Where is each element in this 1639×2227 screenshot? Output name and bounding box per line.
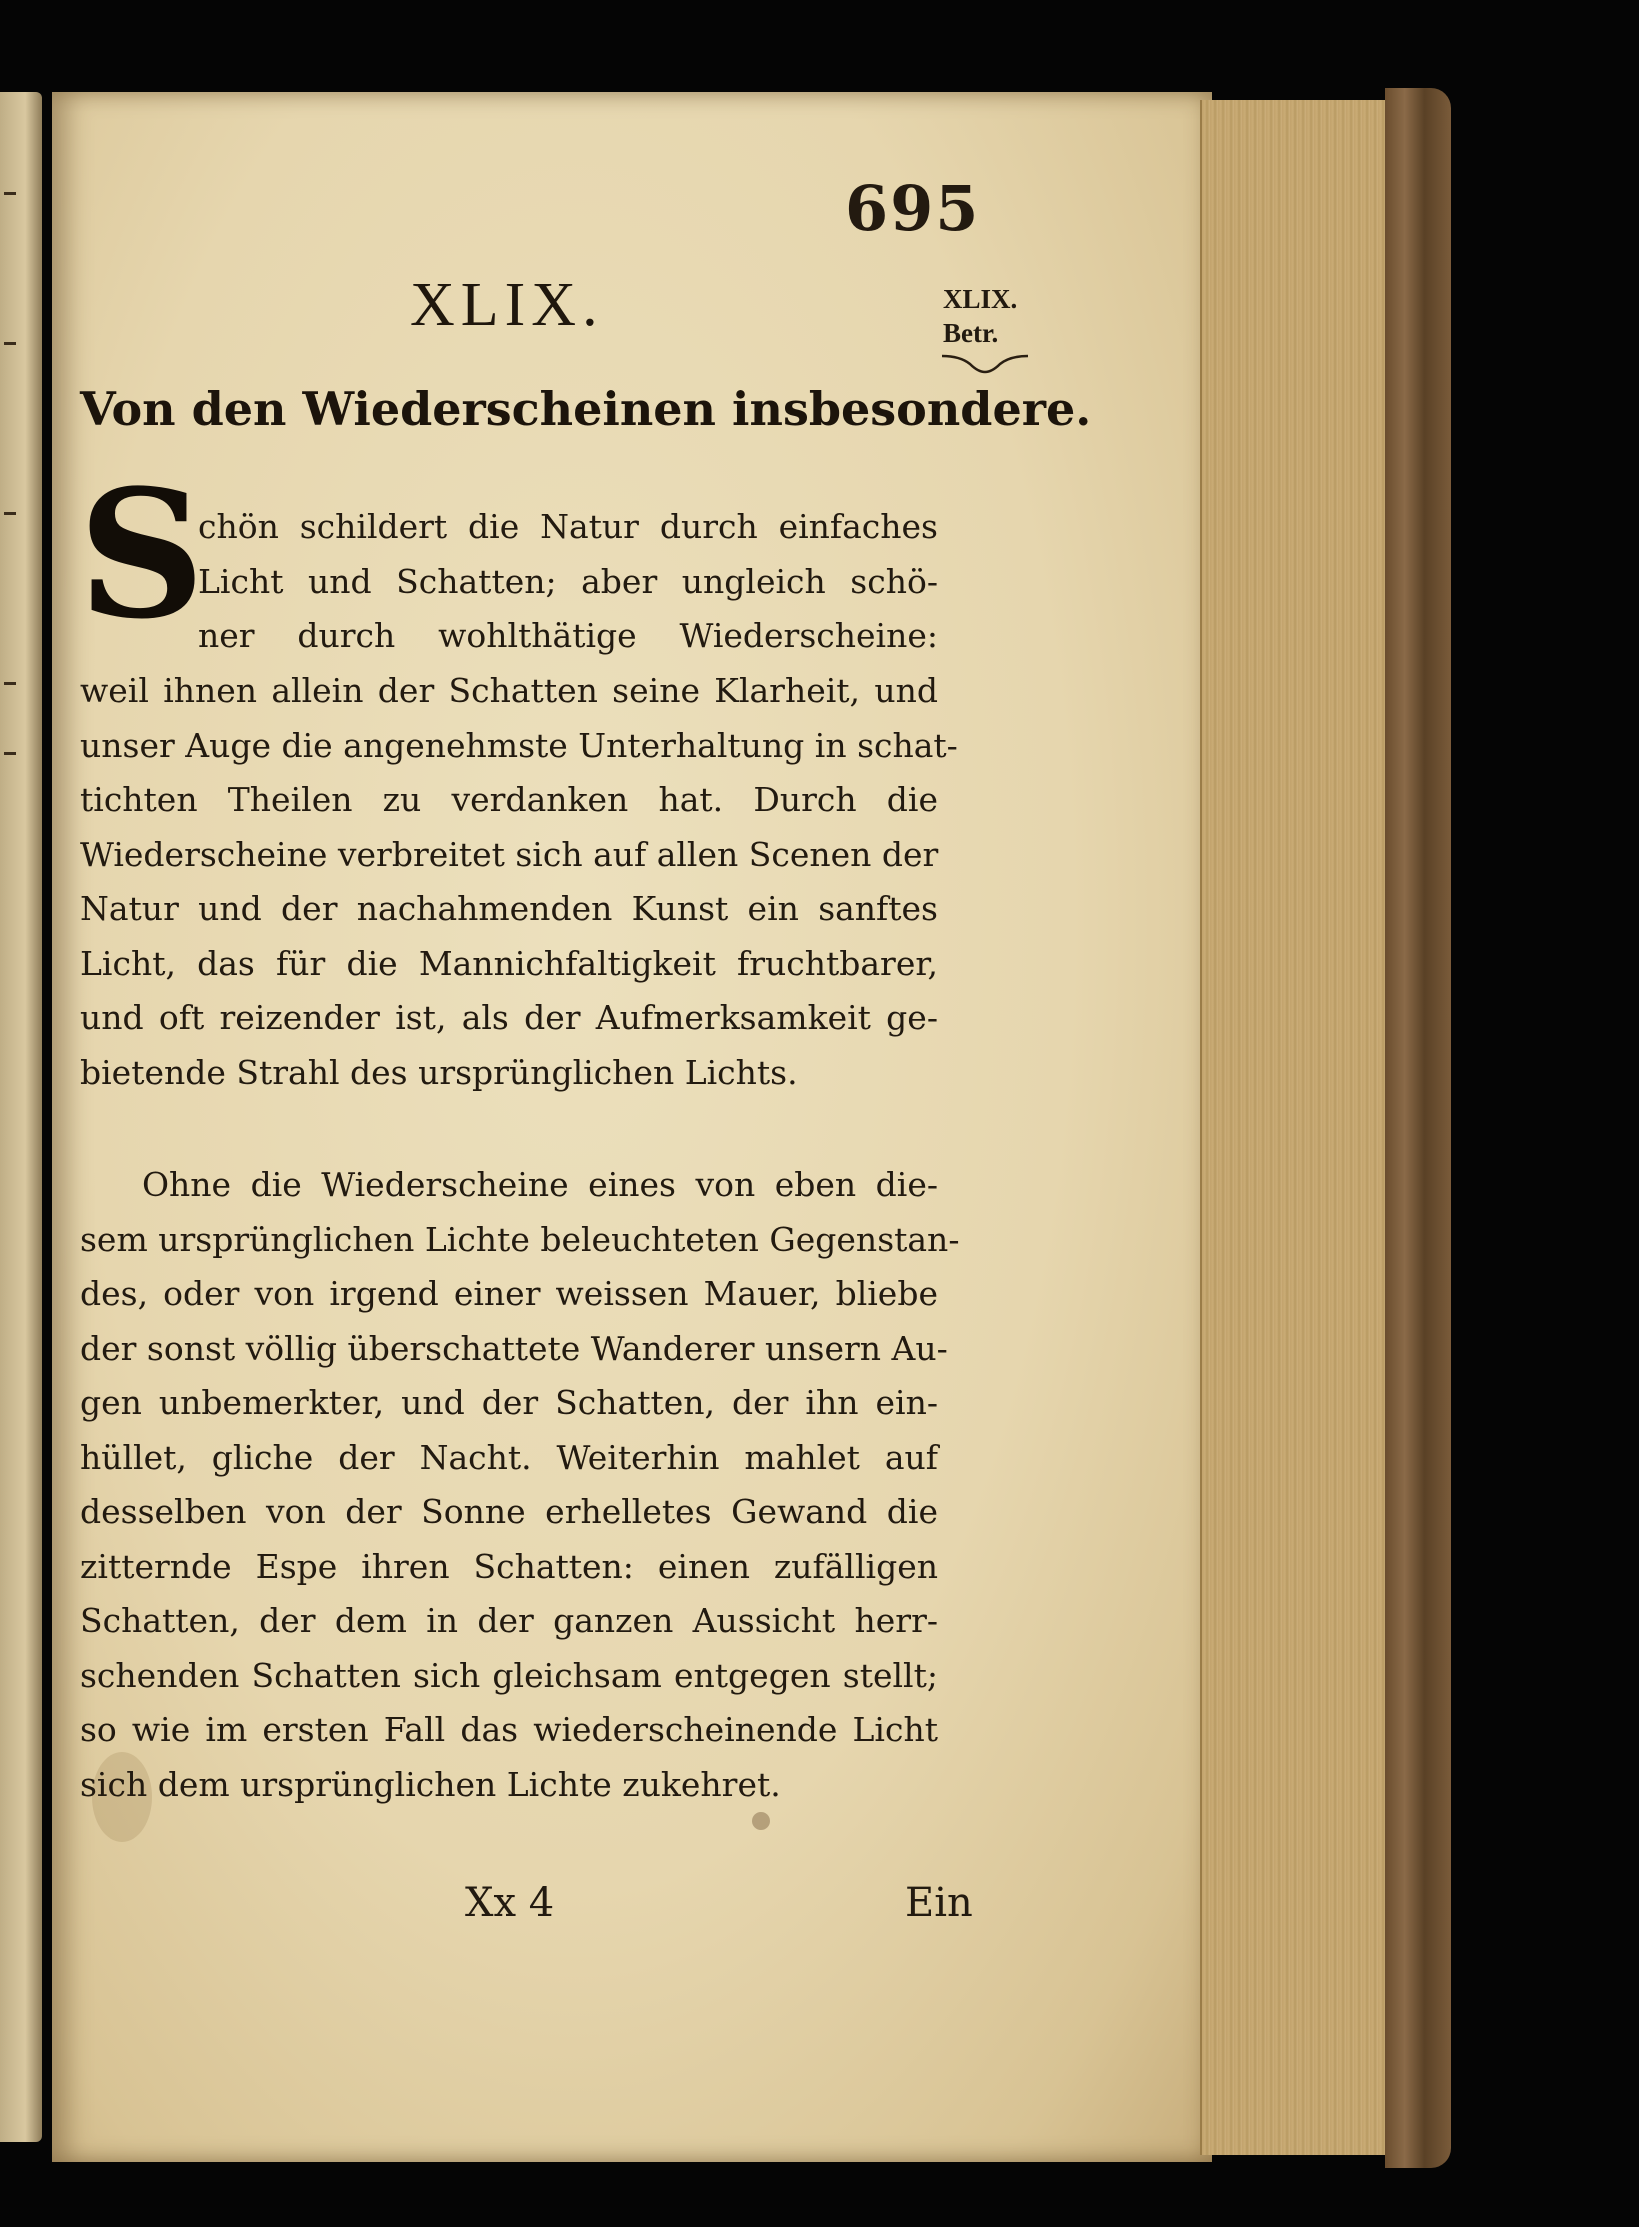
text-line: tichten Theilen zu verdanken hat. Durch die [80,780,938,819]
text-line: der sonst völlig überschattete Wanderer unsern Au- [80,1328,948,1368]
text-line: so wie im ersten Fall das wiederscheinende Licht [80,1710,938,1749]
left-page-edge [0,92,42,2142]
left-page-ink-mark [4,752,16,755]
book-cover-edge [1385,88,1451,2168]
chapter-number: XLIX. [410,271,604,339]
text-line: zitternde Espe ihren Schatten: einen zufälligen [80,1546,938,1586]
text-line: hüllet, gliche der Nacht. Weiterhin mahlet auf [80,1437,938,1477]
left-page-ink-mark [4,342,16,345]
left-page-ink-mark [4,682,16,685]
paragraph-1 [80,664,958,1100]
text-line: Ohne die Wiederscheine eines von eben die- [142,1165,938,1204]
page-block-edge [1200,100,1387,2155]
page-number: 695 [845,172,981,245]
left-page-ink-mark [4,512,16,515]
text-line: Schatten, der dem in der ganzen Aussicht herr- [80,1601,938,1640]
margin-note [943,282,1017,350]
text-line: sem ursprünglichen Lichte beleuchteten Gegenstan- [80,1219,960,1259]
paragraph-1-opening [198,500,938,664]
text-line: sich dem ursprünglichen Lichte zukehret. [80,1764,781,1804]
text-line: Licht, das für die Mannichfaltigkeit fruchtbarer, [80,943,938,983]
text-line: unser Auge die angenehmste Unterhaltung in schat- [80,725,958,765]
text-line: desselben von der Sonne erhelletes Gewand die [80,1492,938,1531]
margin-note-line: XLIX. [943,284,1018,314]
text-line: Natur und der nachahmenden Kunst ein sanftes [80,889,938,928]
margin-note-line: Betr. [943,318,999,348]
text-line: ner durch wohlthätige Wiederscheine: [198,616,938,655]
text-line: chön schildert die Natur durch einfaches [198,507,938,546]
margin-brace-icon [940,352,1030,376]
left-page-ink-mark [4,192,16,195]
drop-cap: S [78,451,206,658]
text-line: des, oder von irgend einer weissen Mauer, bliebe [80,1274,938,1313]
text-line: Wiederscheine verbreitet sich auf allen Scenen der [80,834,939,874]
text-line: Licht und Schatten; aber ungleich schö- [198,561,938,601]
text-line: schenden Schatten sich gleichsam entgegen stellt; [80,1655,938,1695]
text-line: gen unbemerkter, und der Schatten, der ihn ein- [80,1383,938,1422]
signature-mark: Xx 4 [465,1880,555,1926]
text-line: bietende Strahl des ursprünglichen Lichts. [80,1052,798,1092]
chapter-title: Von den Wiederscheinen insbesondere. [80,382,1092,436]
catchword: Ein [905,1880,973,1926]
paragraph-2 [80,1158,960,1812]
text-line: und oft reizender ist, als der Aufmerksamkeit ge- [80,998,938,1037]
text-line: weil ihnen allein der Schatten seine Klarheit, und [80,671,938,710]
page-stain [752,1812,770,1830]
